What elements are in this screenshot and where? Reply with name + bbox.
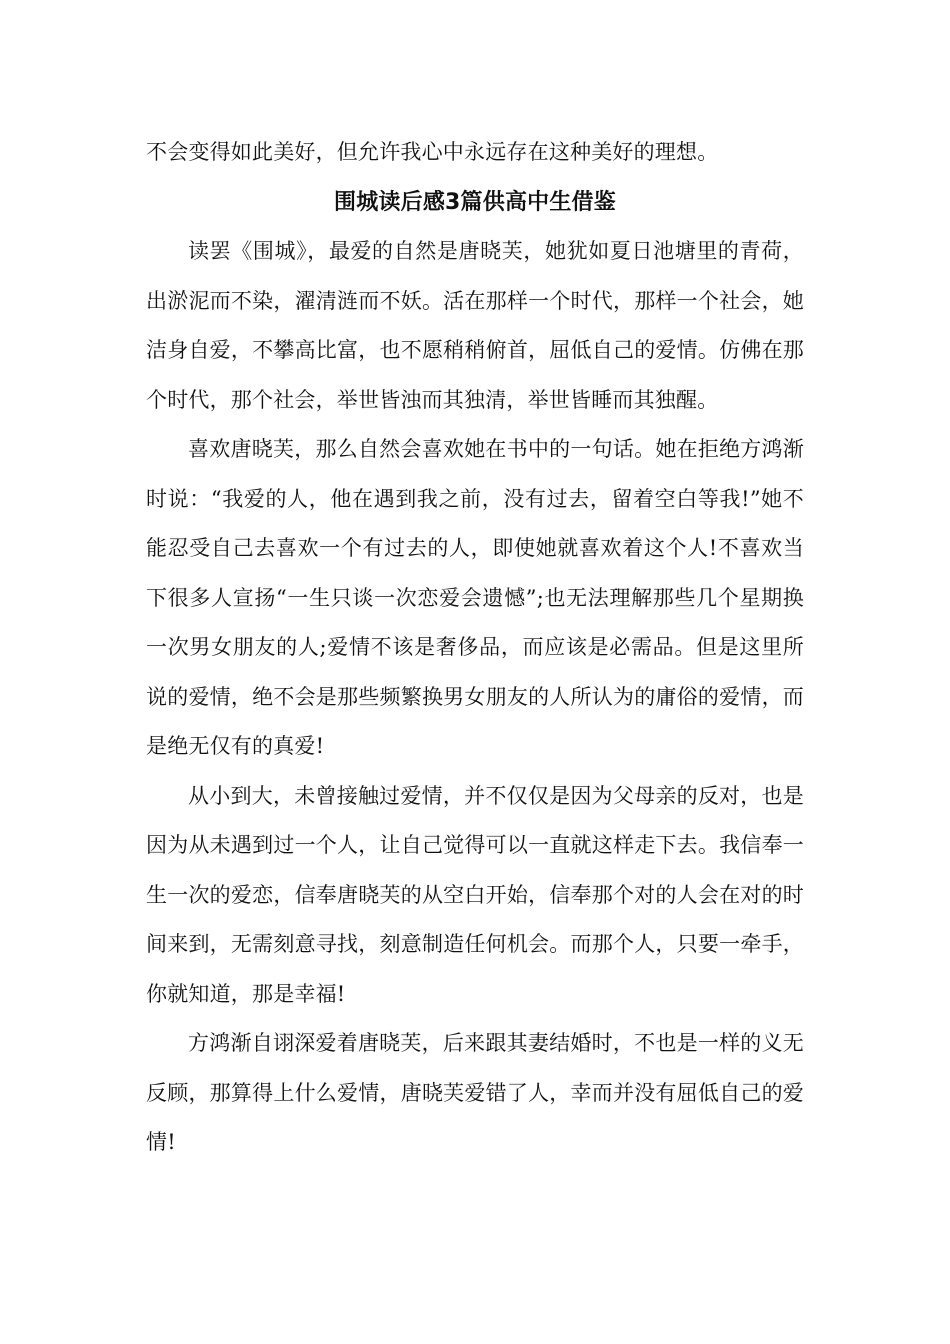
paragraph-2: 喜欢唐晓芙，那么自然会喜欢她在书中的一句话。她在拒绝方鸿渐时说：“我爱的人，他在遇到我之前，没有过去，留着空白等我!”她不能忍受自己去喜欢一个有过去的人，即使她就喜欢着这个人!不喜欢当下很多人宣扬“一生只谈一次恋爱会遗憾”;也无法理解那些几个星期换一次男女朋友的人;爱情不该是奢侈品，而应该是必需品。但是这里所说的爱情，绝不会是那些频繁换男女朋友的人所认为的庸俗的爱情，而是绝无仅有的真爱! [146, 437, 804, 758]
paragraph-4: 方鸿渐自诩深爱着唐晓芙，后来跟其妻结婚时，不也是一样的义无反顾，那算得上什么爱情，唐晓芙爱错了人，幸而并没有屈低自己的爱情! [146, 1031, 804, 1154]
paragraph-1: 读罢《围城》，最爱的自然是唐晓芙，她犹如夏日池塘里的青荷，出淤泥而不染，濯清涟而不妖。活在那样一个时代，那样一个社会，她洁身自爱，不攀高比富，也不愿稍稍俯首，屈低自己的爱情。仿佛在那个时代，那个社会，举世皆浊而其独清，举世皆睡而其独醒。 [146, 239, 804, 412]
document-title: 围城读后感3篇供高中生借鉴 [334, 189, 616, 215]
lead-fragment: 不会变得如此美好，但允许我心中永远存在这种美好的理想。 [146, 140, 719, 164]
document-body [146, 128, 804, 1168]
paragraph-3: 从小到大，未曾接触过爱情，并不仅仅是因为父母亲的反对，也是因为从未遇到过一个人，让自己觉得可以一直就这样走下去。我信奉一生一次的爱恋，信奉唐晓芙的从空白开始，信奉那个对的人会在对的时间来到，无需刻意寻找，刻意制造任何机会。而那个人，只要一牵手，你就知道，那是幸福! [146, 783, 804, 1006]
